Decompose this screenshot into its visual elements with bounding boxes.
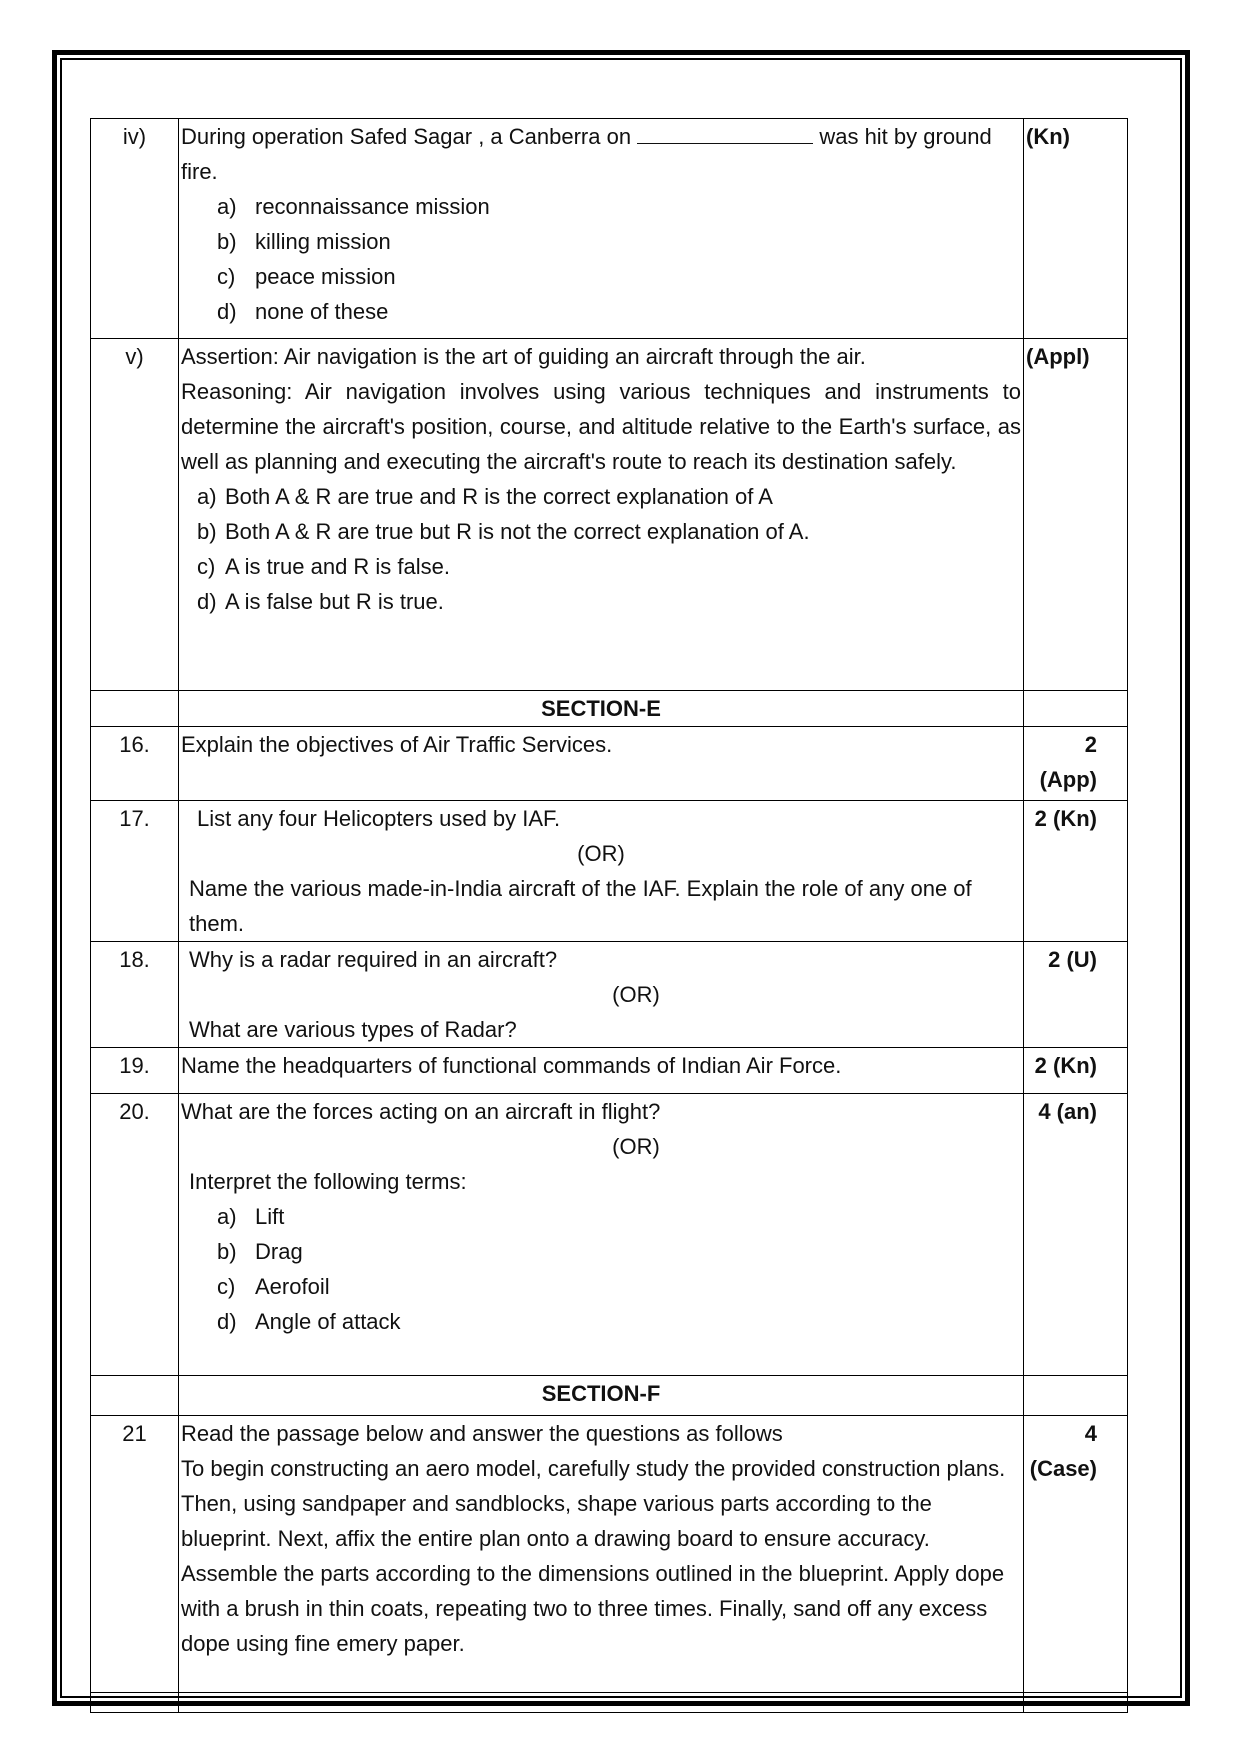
option-a: [197, 479, 1021, 514]
or-label: (OR): [612, 1134, 660, 1159]
question-number: 17.: [91, 801, 179, 942]
question-text: Name the headquarters of functional commands of Indian Air Force.: [179, 1048, 1024, 1094]
question-cell: [179, 942, 1024, 1048]
question-text: [181, 119, 1021, 189]
section-title: SECTION-F: [179, 1376, 1024, 1416]
option-a: [217, 189, 1021, 224]
option-text: A is true and R is false.: [225, 554, 450, 579]
option-d: [197, 584, 1021, 619]
option-d: [217, 1304, 1021, 1339]
marks-tag: (App): [1039, 767, 1097, 792]
question-number: 16.: [91, 727, 179, 801]
option-letter: c): [217, 264, 236, 289]
options-list: [181, 189, 1021, 329]
option-text: Angle of attack: [255, 1309, 401, 1334]
question-text-part2: was hit by ground: [819, 124, 992, 149]
option-c: [197, 549, 1021, 584]
option-b: [217, 1234, 1021, 1269]
question-number: v): [91, 339, 179, 691]
question-number: iv): [91, 119, 179, 339]
option-text: reconnaissance mission: [255, 194, 490, 219]
option-b: [197, 514, 1021, 549]
option-letter: b): [197, 519, 217, 544]
option-letter: d): [217, 1309, 237, 1334]
option-text: A is false but R is true.: [225, 589, 444, 614]
option-letter: b): [217, 229, 237, 254]
option-text: Lift: [255, 1204, 285, 1229]
option-letter: c): [217, 1274, 236, 1299]
question-tag: (Appl): [1024, 339, 1128, 691]
section-header-row: [91, 1376, 1128, 1416]
option-text: peace mission: [255, 264, 396, 289]
alt-question-text: Name the various made-in-India aircraft of the IAF. Explain the role of any one of them.: [189, 876, 972, 936]
options-list: [181, 1199, 1021, 1339]
question-row-v: [91, 339, 1128, 691]
option-letter: a): [217, 1204, 237, 1229]
option-c: [217, 1269, 1021, 1304]
alt-question-text: Interpret the following terms:: [189, 1169, 467, 1194]
question-marks: 2 (U): [1024, 942, 1128, 1048]
question-table: [90, 118, 1128, 1713]
option-text: killing mission: [255, 229, 391, 254]
option-text: Both A & R are true but R is not the correct explanation of A.: [225, 519, 810, 544]
section-header-row: [91, 691, 1128, 727]
passage-text: To begin constructing an aero model, carefully study the provided construction plans. Then, using sandpaper and sandblocks, shape various parts according to the blueprint. Next, affix the entire plan onto a drawing board to ensure accuracy. Assemble the parts according to the dimensions outlined in the blueprint. Apply dope with a brush in thin coats, repeating two to three times. Finally, sand off any excess dope using fine emery paper.: [181, 1456, 1006, 1656]
empty-cell: [91, 1376, 179, 1416]
marks-tag: (Case): [1029, 1456, 1097, 1481]
option-text: Drag: [255, 1239, 303, 1264]
question-cell: [179, 801, 1024, 942]
question-text: Why is a radar required in an aircraft?: [189, 947, 558, 972]
question-marks: 2 (Kn): [1024, 1048, 1128, 1094]
question-cell: [179, 339, 1024, 691]
question-row-20: [91, 1094, 1128, 1376]
section-title: SECTION-E: [179, 691, 1024, 727]
alt-question-text: What are various types of Radar?: [189, 1017, 517, 1042]
option-letter: a): [197, 484, 217, 509]
question-text: List any four Helicopters used by IAF.: [197, 806, 561, 831]
empty-cell: [91, 691, 179, 727]
question-marks: 2 (Kn): [1024, 801, 1128, 942]
marks-value: 2: [1084, 732, 1097, 757]
question-text: Explain the objectives of Air Traffic Services.: [179, 727, 1024, 801]
or-label: (OR): [612, 982, 660, 1007]
question-row-16: [91, 727, 1128, 801]
question-cell: [179, 1094, 1024, 1376]
empty-cell: [91, 1693, 179, 1713]
question-marks: [1024, 727, 1128, 801]
question-marks: 4 (an): [1024, 1094, 1128, 1376]
fill-blank: [637, 121, 813, 144]
empty-cell: [1024, 691, 1128, 727]
question-number: 19.: [91, 1048, 179, 1094]
question-row-iv: [91, 119, 1128, 339]
marks-value: 4: [1084, 1421, 1097, 1446]
option-text: Both A & R are true and R is the correct explanation of A: [225, 484, 773, 509]
passage-intro: Read the passage below and answer the questions as follows: [181, 1421, 783, 1446]
empty-cell: [1024, 1693, 1128, 1713]
question-text-part1: During operation Safed Sagar , a Canberra on: [181, 124, 632, 149]
option-a: [217, 1199, 1021, 1234]
question-marks: [1024, 1416, 1128, 1693]
reasoning-text: Reasoning: Air navigation involves using various techniques and instruments to determine the aircraft's position, course, and altitude relative to the Earth's surface, as well as planning and executing the aircraft's route to reach its destination safely.: [181, 379, 1021, 474]
option-d: [217, 294, 1021, 329]
question-text-part3: fire.: [181, 159, 218, 184]
option-letter: d): [217, 299, 237, 324]
question-text: What are the forces acting on an aircraft in flight?: [181, 1099, 661, 1124]
question-cell: [179, 119, 1024, 339]
question-number: 18.: [91, 942, 179, 1048]
trailing-row: [91, 1693, 1128, 1713]
option-c: [217, 259, 1021, 294]
option-letter: d): [197, 589, 217, 614]
question-row-21: [91, 1416, 1128, 1693]
option-letter: b): [217, 1239, 237, 1264]
option-letter: c): [197, 554, 216, 579]
question-row-17: [91, 801, 1128, 942]
option-text: none of these: [255, 299, 389, 324]
or-label: (OR): [577, 841, 625, 866]
question-cell: [179, 1416, 1024, 1693]
question-number: 20.: [91, 1094, 179, 1376]
empty-cell: [179, 1693, 1024, 1713]
question-row-19: [91, 1048, 1128, 1094]
question-row-18: [91, 942, 1128, 1048]
question-number: 21: [91, 1416, 179, 1693]
question-tag: (Kn): [1024, 119, 1128, 339]
option-b: [217, 224, 1021, 259]
assertion-text: Assertion: Air navigation is the art of guiding an aircraft through the air.: [181, 344, 866, 369]
options-list: [181, 479, 1021, 619]
option-letter: a): [217, 194, 237, 219]
option-text: Aerofoil: [255, 1274, 330, 1299]
empty-cell: [1024, 1376, 1128, 1416]
